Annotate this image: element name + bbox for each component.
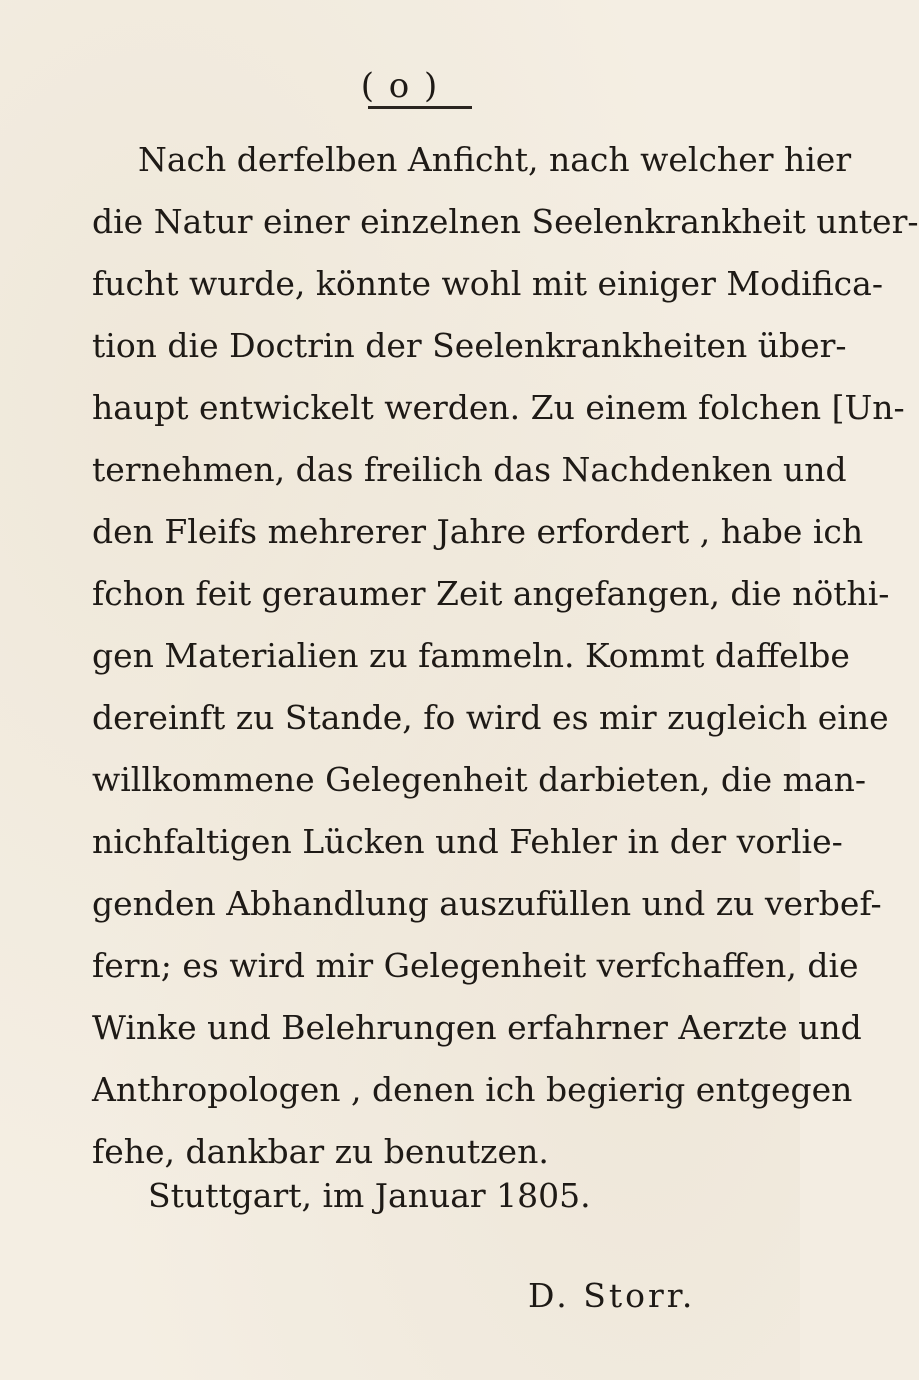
text-line: genden Abhandlung auszufüllen und zu verbef- [92, 884, 882, 923]
text-line: Nach derfelben Anficht, nach welcher hier [138, 140, 852, 179]
text-line: Anthropologen , denen ich begierig entgegen [92, 1070, 853, 1109]
text-line: die Natur einer einzelnen Seelenkrankheit unter- [92, 202, 919, 241]
text-line: Winke und Belehrungen erfahrner Aerzte und [92, 1008, 862, 1047]
text-line: ternehmen, das freilich das Nachdenken und [92, 450, 847, 489]
text-line: den Fleifs mehrerer Jahre erfordert , habe ich [92, 512, 864, 551]
text-line: fchon feit geraumer Zeit angefangen, die nöthi- [92, 574, 890, 613]
text-line: fern; es wird mir Gelegenheit verfchaffen, die [92, 946, 859, 985]
text-line: fehe, dankbar zu benutzen. [92, 1132, 549, 1171]
place-date: Stuttgart, im Januar 1805. [148, 1176, 591, 1215]
text-line: tion die Doctrin der Seelenkrankheiten über- [92, 326, 847, 365]
text-line: haupt entwickelt werden. Zu einem folchen [Un- [92, 388, 905, 427]
text-line: dereinft zu Stande, fo wird es mir zugleich eine [92, 698, 889, 737]
text-line: gen Materialien zu fammeln. Kommt daffelbe [92, 636, 850, 675]
text-line: fucht wurde, könnte wohl mit einiger Modifica- [92, 264, 883, 303]
header-rule [368, 106, 472, 109]
page-number: ( o ) [360, 66, 440, 106]
signature: D. Storr. [528, 1276, 696, 1315]
text-line: willkommene Gelegenheit darbieten, die man- [92, 760, 867, 799]
text-line: nichfaltigen Lücken und Fehler in der vorlie- [92, 822, 843, 861]
